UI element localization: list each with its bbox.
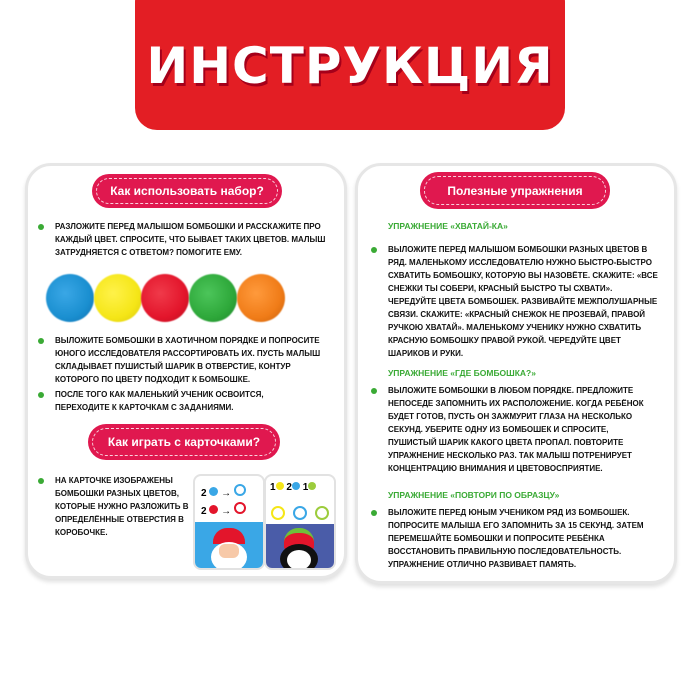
title-banner [135, 0, 565, 130]
pompom-blue [46, 274, 94, 322]
count-label: 2 [286, 482, 292, 493]
pill-how-to-play: Как играть с карточками? [88, 424, 280, 460]
pill-exercises: Полезные упражнения [420, 172, 610, 209]
bullet-text: НА КАРТОЧКЕ ИЗОБРАЖЕНЫ БОМБОШКИ РАЗНЫХ ЦВЕТОВ, КОТОРЫЕ НУЖНО РАЗЛОЖИТЬ В ОПРЕДЕЛЁННЫЕ ОТВЕРСТИЯ В КОРОБОЧКЕ. [55, 474, 195, 539]
pompom-red [141, 274, 189, 322]
pompom-green [189, 274, 237, 322]
count-label: 2 [201, 488, 207, 499]
pill-how-to-use: Как использовать набор? [92, 174, 282, 208]
bullet-text: РАЗЛОЖИТЕ ПЕРЕД МАЛЫШОМ БОМБОШКИ И РАССКАЖИТЕ ПРО КАЖДЫЙ ЦВЕТ. СПРОСИТЕ, ЧТО БЫВАЕТ ТАКИХ ЦВЕТОВ. МАЛЫШ ЗАТРУДНЯЕТСЯ С ОТВЕТОМ? ПОМОГИТЕ ЕМУ. [55, 220, 330, 259]
pompom-yellow [94, 274, 142, 322]
penguin-illustration [266, 524, 334, 568]
exercise-heading: УПРАЖНЕНИЕ «ПОВТОРИ ПО ОБРАЗЦУ» [388, 490, 560, 500]
exercise-heading: УПРАЖНЕНИЕ «ХВАТАЙ-КА» [388, 221, 508, 231]
task-card-penguin [264, 474, 336, 570]
count-label: 1 [302, 482, 309, 493]
bullet-text: ВЫЛОЖИТЕ БОМБОШКИ В ХАОТИЧНОМ ПОРЯДКЕ И ПОПРОСИТЕ ЮНОГО ИССЛЕДОВАТЕЛЯ РАССОРТИРОВАТЬ ИХ. ПУСТЬ МАЛЫШ СКЛАДЫВАЕТ ПУШИСТЫЙ ШАРИК В ОТВЕРСТИЕ, КОНТУР КОТОРОГО ПО ЦВЕТУ ПОДХОДИТ К БОМБОШКЕ. [55, 334, 333, 386]
bullet-text: ПОСЛЕ ТОГО КАК МАЛЕНЬКИЙ УЧЕНИК ОСВОИТСЯ, ПЕРЕХОДИТЕ К КАРТОЧКАМ С ЗАДАНИЯМИ. [55, 388, 285, 414]
count-label: 2 [201, 506, 207, 517]
bullet-text: ВЫЛОЖИТЕ ПЕРЕД МАЛЫШОМ БОМБОШКИ РАЗНЫХ ЦВЕТОВ В РЯД. МАЛЕНЬКОМУ ИССЛЕДОВАТЕЛЮ НУЖНО БЫСТРО-БЫСТРО СХВАТИТЬ БОМБОШКУ, КОТОРУЮ ВЫ НАЗОВЁТЕ. СКАЖИТЕ: «ВСЕ СНЕЖКИ ТЫ СОБЕРИ, КРАСНЫЙ БЫСТРО ТЫ СХВАТИ». ЧЕРЕДУЙТЕ ЦВЕТА БОМБОШЕК. РАЗВИВАЙТЕ МЕЖПОЛУШАРНЫЕ СВЯЗИ. СКАЖИТЕ: «КРАСНЫЙ СНЕЖОК НЕ ПРОЗЕВАЙ, ПРАВОЙ РУЧКОЮ ХВАТАЙ». МАЛЕНЬКОМУ УЧЕНИКУ НУЖНО СХВАТИТЬ КРАСНУЮ БОМБОШКУ ПРАВОЙ РУКОЙ. ЧЕРЕДУЙТЕ ЦВЕТ ШАРИКОВ И РУКИ. [388, 245, 658, 358]
exercise-heading: УПРАЖНЕНИЕ «ГДЕ БОМБОШКА?» [388, 368, 536, 378]
bullet-text: ВЫЛОЖИТЕ БОМБОШКИ В ЛЮБОМ ПОРЯДКЕ. ПРЕДЛОЖИТЕ НЕПОСЕДЕ ЗАПОМНИТЬ ИХ РАСПОЛОЖЕНИЕ. КОГДА РЕБЁНОК БУДЕТ ГОТОВ, ПУСТЬ ОН ЗАЖМУРИТ ГЛАЗА НА НЕСКОЛЬКО СЕКУНД. УБЕРИТЕ ОДНУ ИЗ БОМБОШЕК И СПРОСИТЕ, ПУШИСТЫЙ ШАРИК КАКОГО ЦВЕТА ПРОПАЛ. ПОВТОРИТЕ УПРАЖНЕНИЕ НЕСКОЛЬКО РАЗ. ТАК МАЛЫШ ПОТРЕНИРУЕТ КОНЦЕНТРАЦИЮ ВНИМАНИЯ И ЦВЕТОВОСПРИЯТИЕ. [388, 384, 658, 475]
bullet-text: ВЫЛОЖИТЕ ПЕРЕД ЮНЫМ УЧЕНИКОМ РЯД ИЗ БОМБОШЕК. ПОПРОСИТЕ МАЛЫША ЕГО ЗАПОМНИТЬ ЗА 15 СЕКУНД. ЗАТЕМ ПЕРЕМЕШАЙТЕ БОМБОШКИ И ПОПРОСИТЕ РЕБЁНКА ВОССТАНОВИТЬ ПРАВИЛЬНУЮ ПОСЛЕДОВАТЕЛЬНОСТЬ. УПРАЖНЕНИЕ ОТЛИЧНО РАЗВИВАЕТ ПАМЯТЬ. [388, 506, 658, 571]
santa-illustration [195, 522, 263, 568]
count-label: 1 [270, 482, 276, 493]
pompom-orange [237, 274, 285, 322]
task-card-santa: 2 → 2 → [193, 474, 265, 570]
page-title: ИНСТРУКЦИЯ [146, 37, 554, 95]
